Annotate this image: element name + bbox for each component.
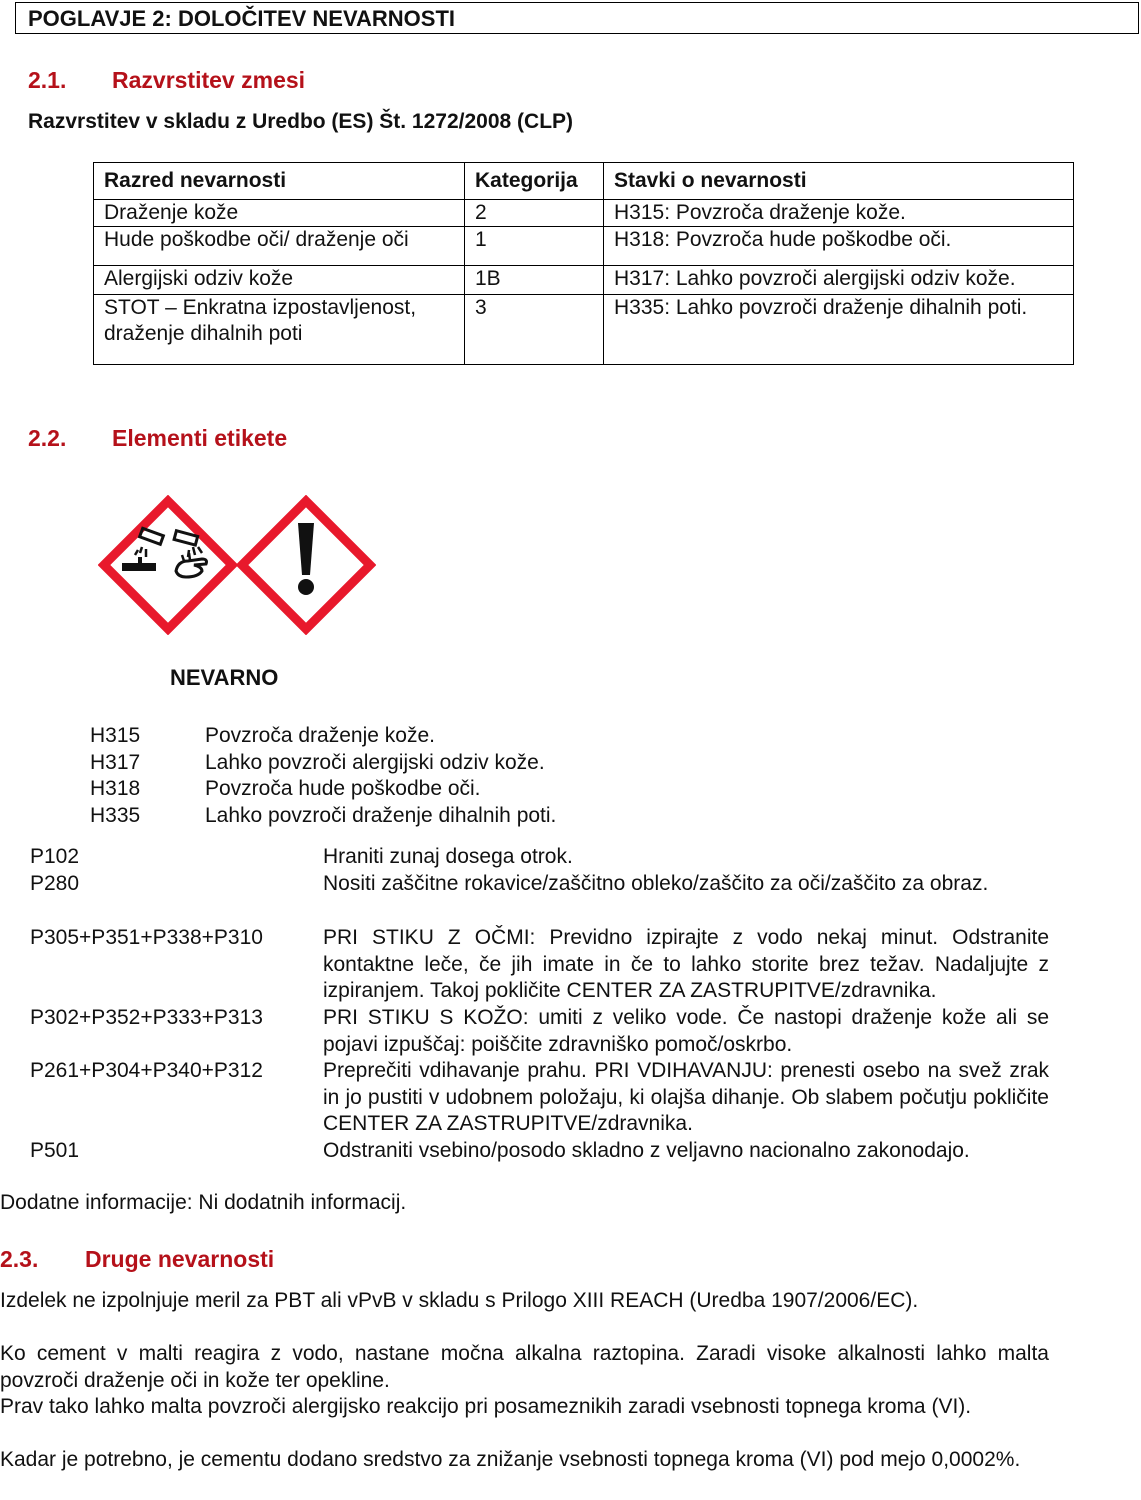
table-row xyxy=(94,266,1074,295)
precaution-code: P501 xyxy=(30,1139,80,1162)
section-2-2-number: 2.2. xyxy=(28,425,67,451)
precaution-text: Hraniti zunaj dosega otrok. xyxy=(323,845,573,868)
corrosion-icon xyxy=(98,495,238,635)
table-cell: 2 xyxy=(465,200,604,227)
section-2-1-number: 2.1. xyxy=(28,67,67,93)
other-hazards-paragraph: Kadar je potrebno, je cementu dodano sredstvo za znižanje vsebnosti topnega kroma (VI) pod mejo 0,0002%. xyxy=(0,1448,1021,1471)
hazard-text: Lahko povzroči draženje dihalnih poti. xyxy=(205,804,557,827)
table-cell: H318: Povzroča hude poškodbe oči. xyxy=(604,227,1074,266)
table-header-row xyxy=(94,163,1074,200)
section-2-2-title: Elementi etikete xyxy=(112,425,288,451)
hazard-text: Lahko povzroči alergijski odziv kože. xyxy=(205,751,545,774)
hazard-code: H317 xyxy=(90,751,141,774)
table-row xyxy=(94,200,1074,227)
precaution-code: P302+P352+P333+P313 xyxy=(30,1006,263,1029)
table-cell: Draženje kože xyxy=(94,200,465,227)
table-header-cell: Stavki o nevarnosti xyxy=(604,163,1074,200)
table-cell: 3 xyxy=(465,295,604,365)
additional-info: Dodatne informacije: Ni dodatnih informacij. xyxy=(0,1191,407,1214)
precaution-text: Preprečiti vdihavanje prahu. PRI VDIHAVANJU: prenesti osebo na svež zrak in jo pustiti v udobnem položaju, ki olajša dihanje. Ob slabem počutju pokličite CENTER ZA ZASTRUPITVE/zdravnika. xyxy=(323,1059,1049,1135)
clp-subheading: Razvrstitev v skladu z Uredbo (ES) Št. 1272/2008 (CLP) xyxy=(28,110,574,133)
section-2-3-title: Druge nevarnosti xyxy=(85,1246,275,1272)
precaution-text: PRI STIKU Z OČMI: Previdno izpirajte z vodo nekaj minut. Odstranite kontaktne leče, če jih imate in če to lahko storite brez težav. Nadaljujte z izpiranjem. Takoj pokličite CENTER ZA ZASTRUPITVE/zdravnika. xyxy=(323,926,1049,1002)
precaution-code: P261+P304+P340+P312 xyxy=(30,1059,263,1082)
section-2-1-title: Razvrstitev zmesi xyxy=(112,67,306,93)
precaution-text: PRI STIKU S KOŽO: umiti z veliko vode. Če nastopi draženje kože ali se pojavi izpuščaj: poiščite zdravniško pomoč/oskrbo. xyxy=(323,1006,1049,1056)
table-header-cell: Razred nevarnosti xyxy=(94,163,465,200)
other-hazards-paragraph: Ko cement v malti reagira z vodo, nastane močna alkalna raztopina. Zaradi visoke alkalnosti lahko malta povzroči draženje oči in kože ter opekline. xyxy=(0,1342,1049,1392)
table-row xyxy=(94,227,1074,266)
other-hazards-paragraph: Prav tako lahko malta povzroči alergijsko reakcijo pri posameznikih zaradi vsebnosti topnega kroma (VI). xyxy=(0,1395,972,1418)
classification-table xyxy=(93,162,1074,365)
precaution-code: P280 xyxy=(30,872,80,895)
section-2-3-number: 2.3. xyxy=(0,1246,39,1272)
table-cell: Hude poškodbe oči/ draženje oči xyxy=(94,227,465,266)
table-row xyxy=(94,295,1074,365)
table-header-cell: Kategorija xyxy=(465,163,604,200)
table-cell: Alergijski odziv kože xyxy=(94,266,465,295)
table-cell: H317: Lahko povzroči alergijski odziv kože. xyxy=(604,266,1074,295)
table-cell: 1B xyxy=(465,266,604,295)
precaution-text: Nositi zaščitne rokavice/zaščitno obleko/zaščito za oči/zaščito za obraz. xyxy=(323,872,989,895)
chapter-title: POGLAVJE 2: DOLOČITEV NEVARNOSTI xyxy=(15,2,1139,34)
signal-word: NEVARNO xyxy=(170,665,279,690)
table-cell: H335: Lahko povzroči draženje dihalnih poti. xyxy=(604,295,1074,365)
table-cell: 1 xyxy=(465,227,604,266)
hazard-code: H318 xyxy=(90,777,141,800)
table-cell: STOT – Enkratna izpostavljenost, draženje dihalnih poti xyxy=(94,295,465,365)
precaution-code: P102 xyxy=(30,845,80,868)
hazard-text: Povzroča hude poškodbe oči. xyxy=(205,777,481,800)
table-cell: H315: Povzroča draženje kože. xyxy=(604,200,1074,227)
hazard-text: Povzroča draženje kože. xyxy=(205,724,435,747)
precaution-code: P305+P351+P338+P310 xyxy=(30,926,263,949)
hazard-code: H335 xyxy=(90,804,141,827)
pbt-statement: Izdelek ne izpolnjuje meril za PBT ali vPvB v skladu s Prilogo XIII REACH (Uredba 1907/2006/EC). xyxy=(0,1289,919,1312)
precaution-text: Odstraniti vsebino/posodo skladno z veljavno nacionalno zakonodajo. xyxy=(323,1139,970,1162)
exclamation-mark-icon xyxy=(236,495,376,635)
hazard-code: H315 xyxy=(90,724,141,747)
